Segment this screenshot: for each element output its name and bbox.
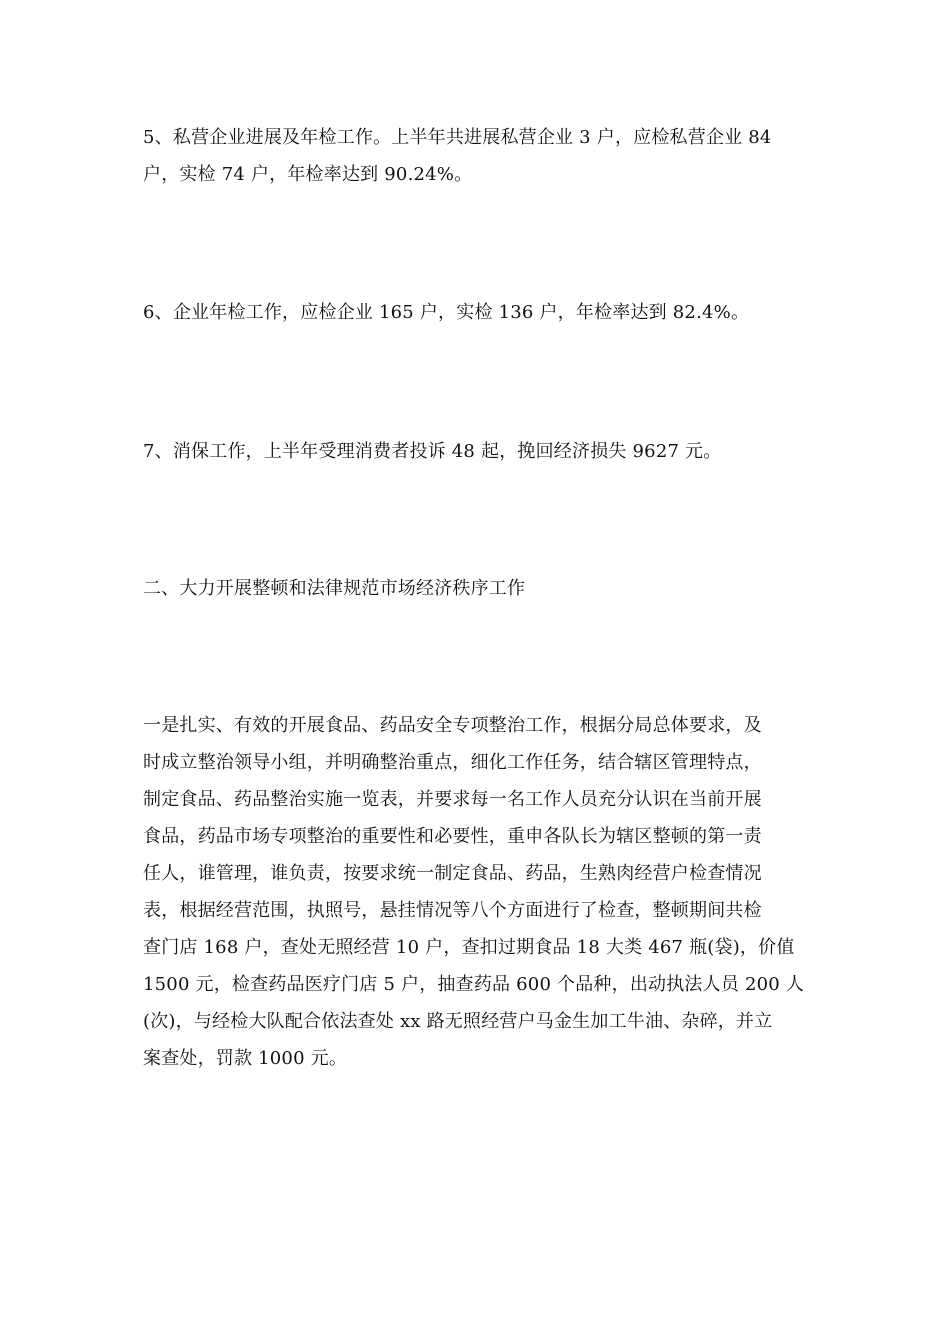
text-line: 查门店 168 户，查处无照经营 10 户，查扣过期食品 18 大类 467 瓶(袋)，价值 [143,937,795,958]
text-line: 时成立整治领导小组，并明确整治重点，细化工作任务，结合辖区管理特点， [143,752,762,773]
text-line: 5、私营企业进展及年检工作。上半年共进展私营企业 3 户，应检私营企业 84 [143,127,772,148]
paragraph-item-7 [143,433,808,470]
paragraph-point-1 [143,707,808,1077]
text-line: 1500 元，检查药品医疗门店 5 户，抽查药品 600 个品种，出动执法人员 200 人 [143,974,805,995]
text-line: 7、消保工作，上半年受理消费者投诉 48 起，挽回经济损失 9627 元。 [143,441,722,462]
text-line: 任人，谁管理，谁负责，按要求统一制定食品、药品，生熟肉经营户检查情况 [143,863,762,884]
text-line: 食品，药品市场专项整治的重要性和必要性，重申各队长为辖区整顿的第一责 [143,826,762,847]
text-line: 一是扎实、有效的开展食品、药品安全专项整治工作，根据分局总体要求，及 [143,715,762,736]
paragraph-item-5 [143,119,808,193]
text-line: 案查处，罚款 1000 元。 [143,1048,348,1069]
text-line: 制定食品、药品整治实施一览表，并要求每一名工作人员充分认识在当前开展 [143,789,762,810]
text-line: 户，实检 74 户，年检率达到 90.24%。 [143,164,473,185]
paragraph-item-6 [143,294,808,331]
heading-line: 二、大力开展整顿和法律规范市场经济秩序工作 [143,578,526,599]
text-line: 6、企业年检工作，应检企业 165 户，实检 136 户，年检率达到 82.4%。 [143,302,750,323]
section-heading-2 [143,570,808,607]
text-line: 表，根据经营范围，执照号，悬挂情况等八个方面进行了检查，整顿期间共检 [143,900,762,921]
text-line: (次)，与经检大队配合依法查处 xx 路无照经营户马金生加工牛油、杂碎，并立 [143,1011,773,1032]
